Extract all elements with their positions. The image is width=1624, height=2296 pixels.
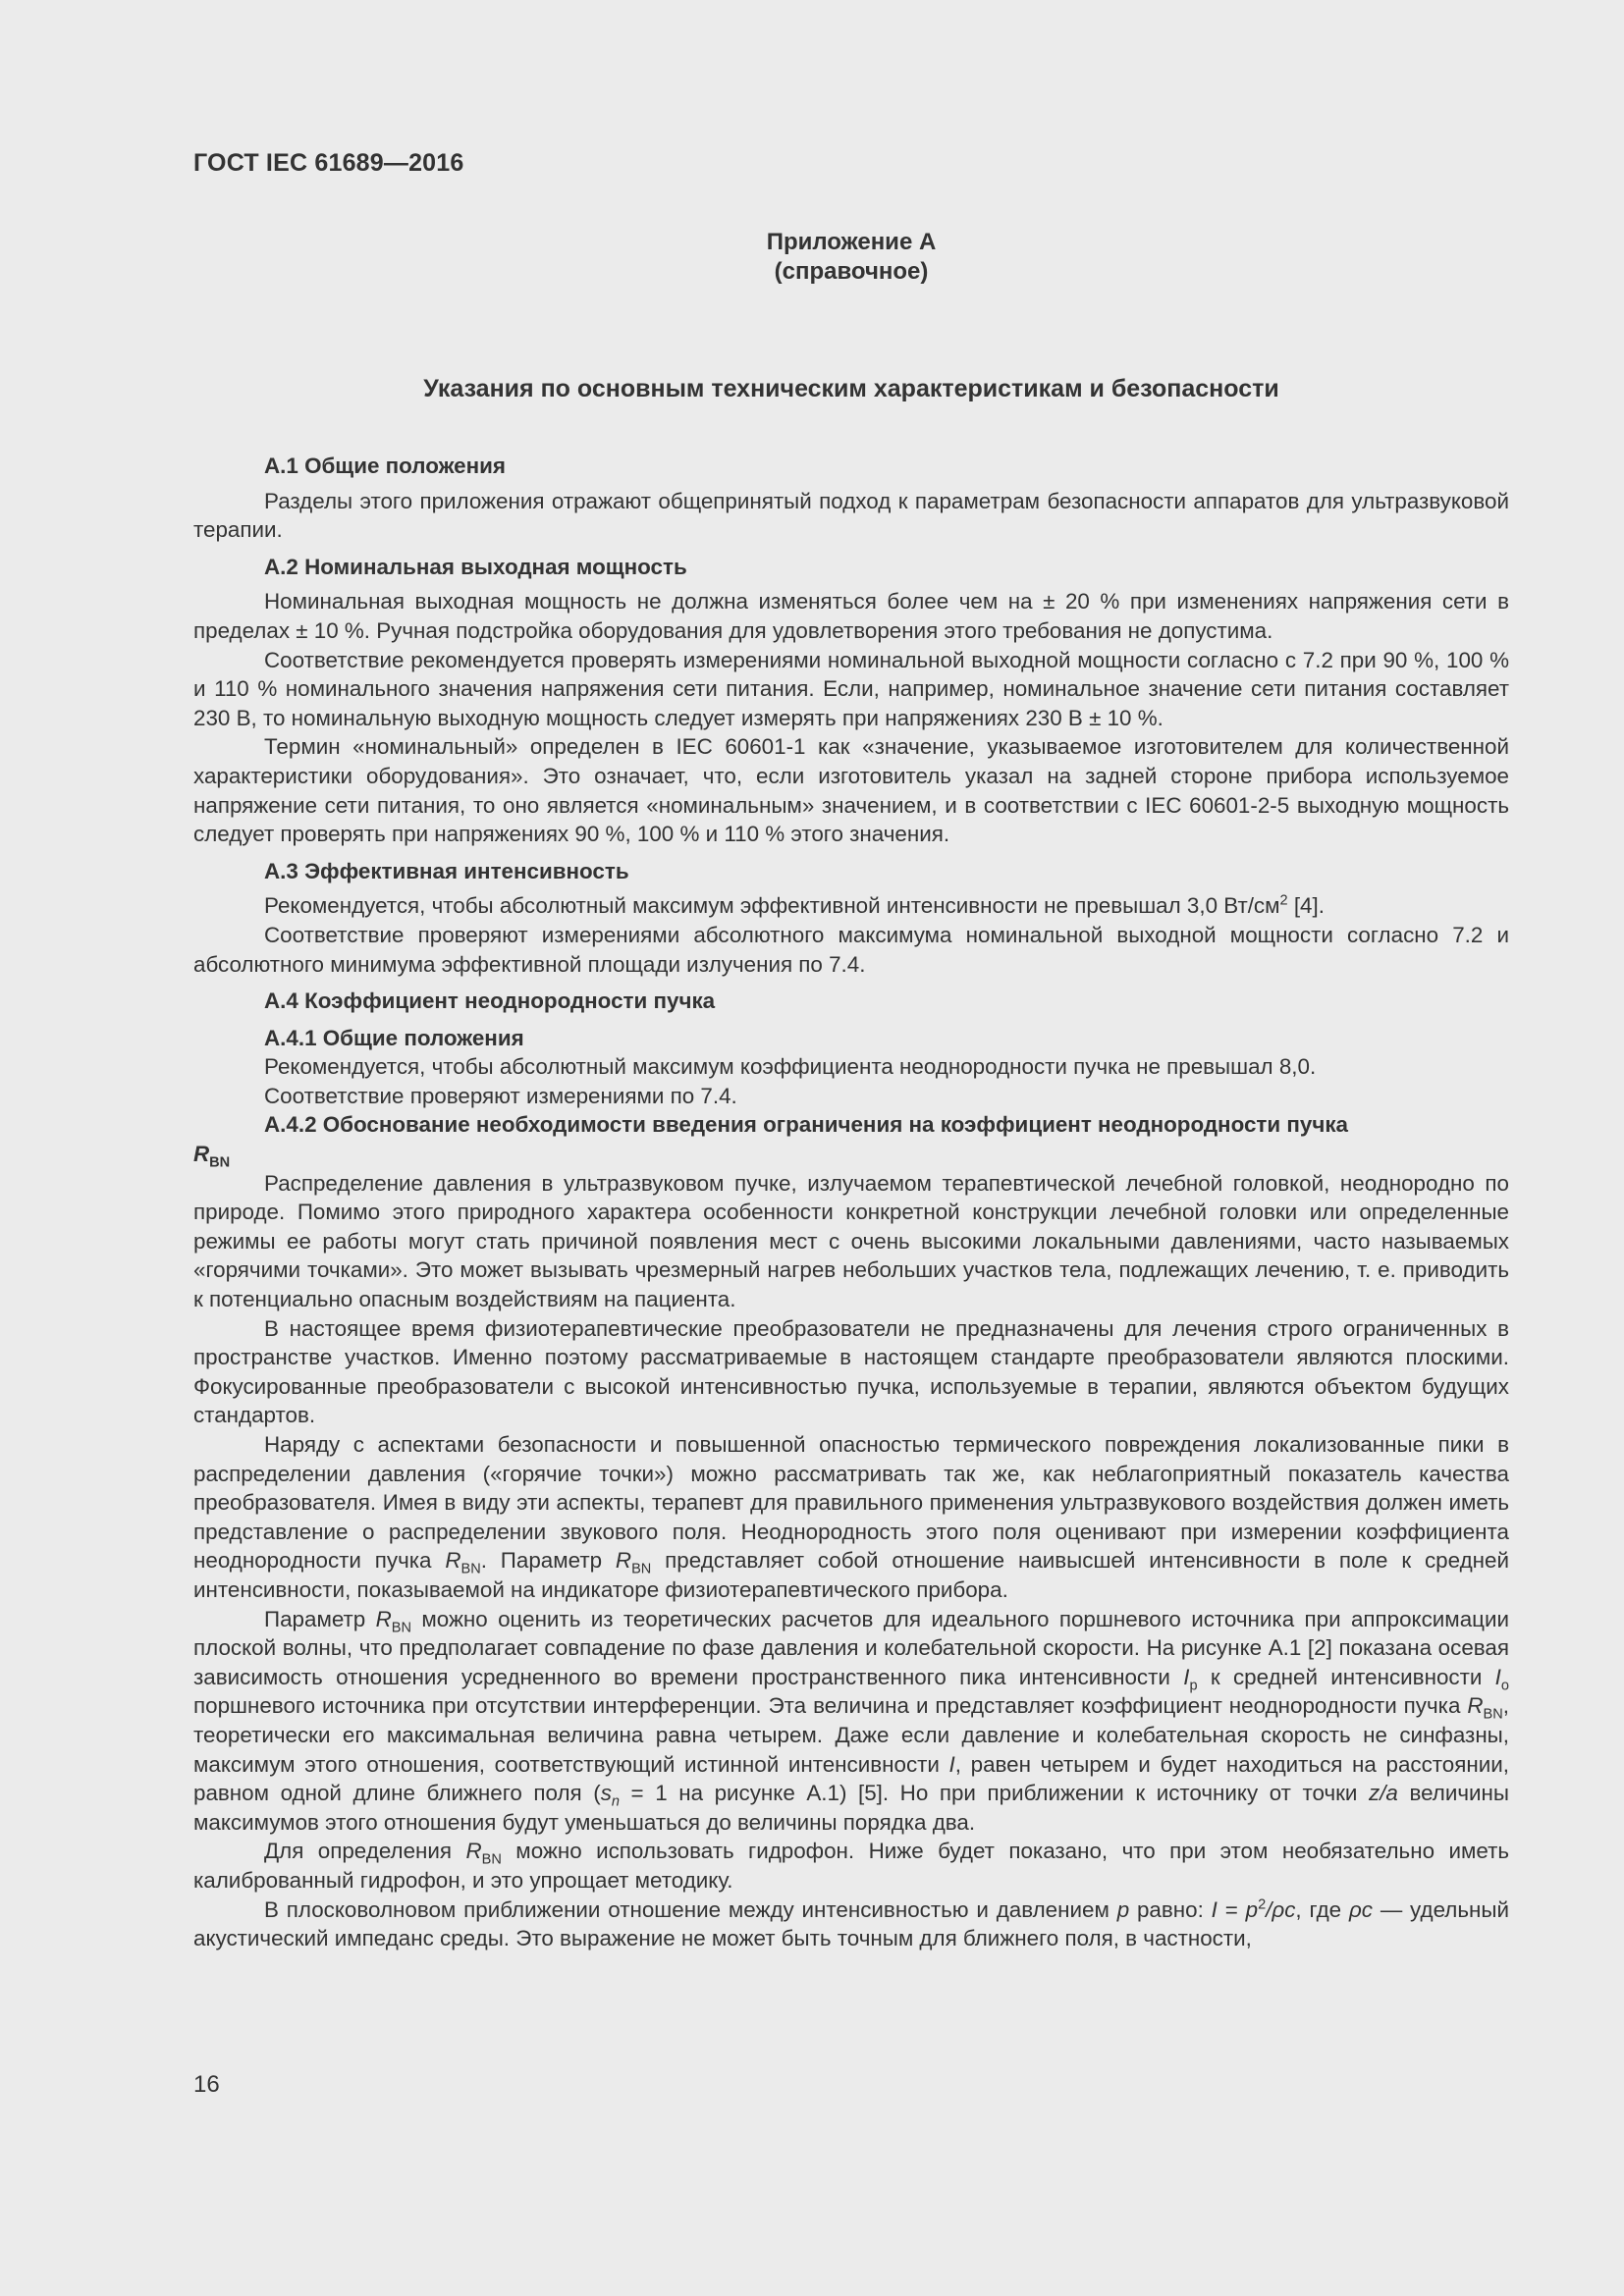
annex-type: (справочное): [774, 258, 929, 285]
paragraph: Термин «номинальный» определен в IEC 60601-1 как «значение, указываемое изготовителем для количественной характеристики оборудования». Это означает, что, если изготовитель указал на задней стороне прибора используемое напряжение сети питания, то оно является «номинальным» значением, и в соответствии с IEC 60601-2-5 выходную мощность следует проверять при напряжениях 90 %, 100 % и 110 % этого значения.: [193, 734, 1509, 847]
paragraph: Соответствие рекомендуется проверять измерениями номинальной выходной мощности согласно с 7.2 при 90 %, 100 % и 110 % номинального значения напряжения сети питания. Если, например, номинальное значение сети питания составляет 230 В, то номинальную выходную мощность следует измерять при напряжениях 230 В ± 10 %.: [193, 647, 1509, 730]
annex-name: Приложение А: [766, 229, 937, 255]
page-number: 16: [193, 2071, 220, 2098]
section-heading-a3: А.3 Эффективная интенсивность: [264, 858, 629, 883]
section-heading-a42: А.4.2 Обоснование необходимости введения ограничения на коэффициент неоднородности пучка $R_{BN}$: [193, 1112, 1348, 1171]
paragraph: Рекомендуется, чтобы абсолютный максимум коэффициента неоднородности пучка не превышал 8,0.: [264, 1054, 1317, 1080]
section-heading-a41: А.4.1 Общие положения: [264, 1025, 524, 1050]
section-heading-a2: А.2 Номинальная выходная мощность: [264, 554, 687, 579]
paragraph: Рекомендуется, чтобы абсолютный максимум эффективной интенсивности не превышал 3,0 $Вт/см^2$ [4].: [264, 892, 1325, 919]
paragraph: Номинальная выходная мощность не должна изменяться более чем на ± 20 % при изменениях напряжения сети в пределах ± 10 %. Ручная подстройка оборудования для удовлетворения этого требования не допустима.: [193, 589, 1509, 643]
annex-label: [0, 228, 1624, 287]
paragraph: В настоящее время физиотерапевтические преобразователи не предназначены для лечения строго ограниченных в пространстве участков. Именно поэтому рассматриваемые в настоящем стандарте преобразователи являются плоскими. Фокусированные преобразователи с высокой интенсивностью пучка, используемые в терапии, являются объектом будущих стандартов.: [193, 1315, 1509, 1428]
paragraph: Соответствие проверяют измерениями абсолютного максимума номинальной выходной мощности согласно 7.2 и абсолютного минимума эффективной площади излучения по 7.4.: [193, 922, 1509, 977]
paragraph: Разделы этого приложения отражают общепринятый подход к параметрам безопасности аппаратов для ультразвуковой терапии.: [193, 488, 1509, 543]
annex-title: Указания по основным техническим характеристикам и безопасности: [423, 375, 1279, 402]
document-header: ГОСТ IEC 61689—2016: [193, 149, 464, 177]
paragraph: Соответствие проверяют измерениями по 7.4.: [264, 1083, 737, 1108]
section-heading-a1: А.1 Общие положения: [264, 454, 506, 478]
paragraph: В плосковолновом приближении отношение между интенсивностью и давлением p равно: $I = p^2/\rho c$, где ρc — удельный акустический импеданс среды. Это выражение не может быть точным для ближнего поля, в частности,: [193, 1896, 1509, 1951]
paragraph: Распределение давления в ультразвуковом пучке, излучаемом терапевтической лечебной головкой, неоднородно по природе. Помимо этого природного характера особенности конкретной конструкции лечебной головки или определенные режимы ее работы могут стать причиной появления мест с очень высокими локальными давлениями, часто называемых «горячими точками». Это может вызывать чрезмерный нагрев небольших участков тела, подлежащих лечению, т. е. приводить к потенциально опасным воздействиям на пациента.: [193, 1170, 1509, 1312]
paragraph: Наряду с аспектами безопасности и повышенной опасностью термического повреждения локализованные пики в распределении давления («горячие точки») можно рассматривать так же, как неблагоприятный показатель качества преобразователя. Имея в виду эти аспекты, терапевт для правильного применения ультразвукового воздействия должен иметь представление о распределении звукового поля. Неоднородность этого поля оценивают при измерении коэффициента неоднородности пучка $R_{BN}$. Параметр $R_{BN}$ представляет собой отношение наивысшей интенсивности в поле к средней интенсивности, показываемой на индикаторе физиотерапевтического прибора.: [193, 1432, 1509, 1602]
section-heading-a4: А.4 Коэффициент неоднородности пучка: [264, 988, 716, 1014]
document-body: [193, 452, 1509, 1953]
paragraph: Параметр $R_{BN}$ можно оценить из теоретических расчетов для идеального поршневого источника при аппроксимации плоской волны, что предполагает совпадение по фазе давления и колебательной скорости. На рисунке А.1 [2] показана осевая зависимость отношения усредненного во времени пространственного пика интенсивности $I_p$ к средней интенсивности $I_o$ поршневого источника при отсутствии интерференции. Эта величина и представляет коэффициент неоднородности пучка $R_{BN}$, теоретически его максимальная величина равна четырем. Даже если давление и колебательная скорость не синфазны, максимум этого отношения, соответствующий истинной интенсивности I, равен четырем и будет находиться на расстоянии, равном одной длине ближнего поля ($s_n = 1$ на рисунке А.1) [5]. Но при приближении к источнику от точки z/a величины максимумов этого отношения будут уменьшаться до величины порядка два.: [193, 1606, 1510, 1835]
paragraph: Для определения $R_{BN}$ можно использовать гидрофон. Ниже будет показано, что при этом необязательно иметь калиброванный гидрофон, и это упрощает методику.: [193, 1839, 1509, 1893]
